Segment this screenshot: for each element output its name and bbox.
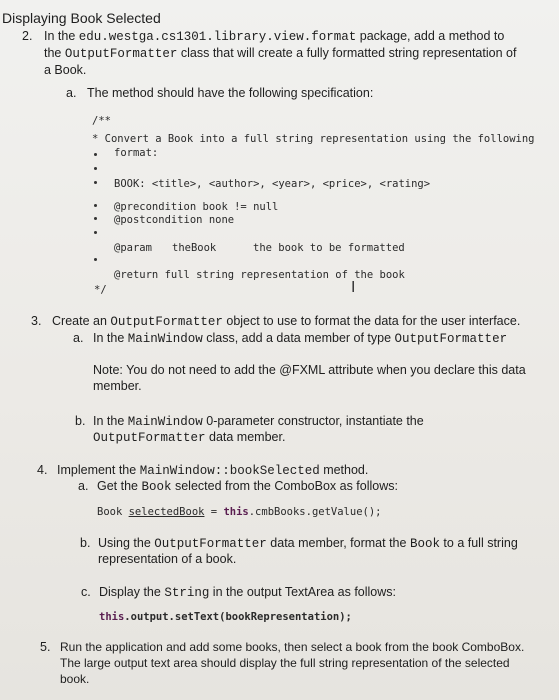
bullet-dot xyxy=(94,181,97,184)
step-4c-line xyxy=(99,585,396,601)
step-4b-text: Using the xyxy=(98,536,155,550)
code-variable: selectedBook xyxy=(128,506,205,518)
javadoc-param-desc: the book to be formatted xyxy=(253,242,405,254)
javadoc-close: */ xyxy=(94,284,107,296)
step-3a-label: a. xyxy=(73,331,84,345)
step-5-number: 5. xyxy=(40,640,51,654)
code-rest: .cmbBooks.getValue(); xyxy=(248,506,382,518)
step-3b-text: 0-parameter constructor, instantiate the xyxy=(202,414,424,428)
step-4a-label: a. xyxy=(78,479,89,493)
step-2a-label: a. xyxy=(66,86,77,100)
step-3a-line xyxy=(93,331,507,347)
step-4a-text: Get the xyxy=(97,479,142,493)
step-5-line-1: Run the application and add some books, then select a book from the book ComboBox. xyxy=(60,640,525,654)
class-name: OutputFormatter xyxy=(93,431,206,445)
step-2-text: the xyxy=(44,46,65,60)
step-3b-line-1 xyxy=(93,414,424,430)
bullet-dot xyxy=(94,258,97,261)
javadoc-param-name: theBook xyxy=(172,242,217,254)
bullet-dot xyxy=(94,231,97,234)
javadoc-line-2: format: xyxy=(114,147,159,159)
step-3b-text: data member. xyxy=(205,430,286,444)
class-name: OutputFormatter xyxy=(64,47,178,61)
code-operator: = xyxy=(204,506,224,518)
javadoc-postcondition: @postcondition none xyxy=(114,214,235,226)
step-3-number: 3. xyxy=(31,314,42,328)
javadoc-open: /** xyxy=(92,115,111,127)
step-4b-label: b. xyxy=(80,536,91,550)
step-2-line-2 xyxy=(44,46,516,62)
note-line-2: member. xyxy=(93,379,142,393)
step-2-text: package, add a method to xyxy=(356,29,505,43)
step-3-text: Create an xyxy=(52,314,111,328)
javadoc-format-line: BOOK: <title>, <author>, <year>, <price>, <rating> xyxy=(114,178,431,190)
step-2-line-1 xyxy=(44,29,504,45)
class-name: Book xyxy=(409,537,440,551)
step-3-text: object to use to format the data for the user interface. xyxy=(222,314,521,328)
code-rest: .output.setText(bookRepresentation); xyxy=(124,611,352,623)
step-4c-label: c. xyxy=(81,585,91,599)
step-3-line xyxy=(52,314,520,330)
step-4-line xyxy=(57,463,368,479)
class-name: Book xyxy=(141,480,172,494)
step-4-text: Implement the xyxy=(57,463,140,477)
text-cursor-icon: I xyxy=(351,278,356,296)
code-selected-book xyxy=(97,505,382,520)
method-name: MainWindow::bookSelected xyxy=(139,464,320,478)
step-4b-line-2: representation of a book. xyxy=(98,552,237,566)
step-3a-text: class, add a data member of type xyxy=(202,331,395,345)
code-type: Book xyxy=(97,506,129,518)
step-4b-line-1 xyxy=(98,536,518,552)
step-2-text: class that will create a fully formatted string representation of xyxy=(177,46,517,60)
step-3b-text: In the xyxy=(93,414,128,428)
javadoc-precondition: @precondition book != null xyxy=(114,201,279,213)
javadoc-line-1: * Convert a Book into a full string representation using the following xyxy=(92,133,535,145)
step-3b-line-2 xyxy=(93,430,285,446)
step-4b-text: to a full string xyxy=(439,536,518,550)
step-2-text: In the xyxy=(44,29,79,43)
bullet-dot xyxy=(94,167,97,170)
bullet-dot xyxy=(94,204,97,207)
class-name: MainWindow xyxy=(127,415,203,429)
step-2a-text: The method should have the following specification: xyxy=(87,86,374,100)
step-4b-text: data member, format the xyxy=(266,536,410,550)
page-title: Displaying Book Selected xyxy=(2,10,161,26)
class-name: OutputFormatter xyxy=(154,537,267,551)
javadoc-param-tag: @param xyxy=(114,242,152,254)
class-name: OutputFormatter xyxy=(394,332,508,346)
bullet-dot xyxy=(94,217,97,220)
package-name: edu.westga.cs1301.library.view.format xyxy=(78,30,357,44)
class-name: OutputFormatter xyxy=(110,315,223,329)
step-4c-text: in the output TextArea as follows: xyxy=(209,585,397,599)
bullet-dot xyxy=(94,153,97,156)
javadoc-return: @return full string representation of the book xyxy=(114,269,405,281)
step-4-text: method. xyxy=(319,463,369,477)
step-5-line-2: The large output text area should display the full string representation of the selected xyxy=(60,656,510,670)
step-4c-text: Display the xyxy=(99,585,165,599)
note-line-1: Note: You do not need to add the @FXML attribute when you declare this data xyxy=(93,363,526,377)
code-keyword: this xyxy=(99,611,125,623)
code-keyword: this xyxy=(223,506,249,518)
code-set-text xyxy=(99,610,352,625)
step-4a-line xyxy=(97,479,398,495)
step-2-number: 2. xyxy=(22,29,33,43)
step-4a-text: selected from the ComboBox as follows: xyxy=(171,479,398,493)
class-name: String xyxy=(164,586,210,600)
step-3a-text: In the xyxy=(93,331,128,345)
step-2-line-3: a Book. xyxy=(44,63,87,77)
step-4-number: 4. xyxy=(37,463,48,477)
javadoc-bullet-gutter xyxy=(94,150,100,275)
step-3b-label: b. xyxy=(75,414,86,428)
class-name: MainWindow xyxy=(127,332,203,346)
step-5-line-3: book. xyxy=(60,672,90,686)
